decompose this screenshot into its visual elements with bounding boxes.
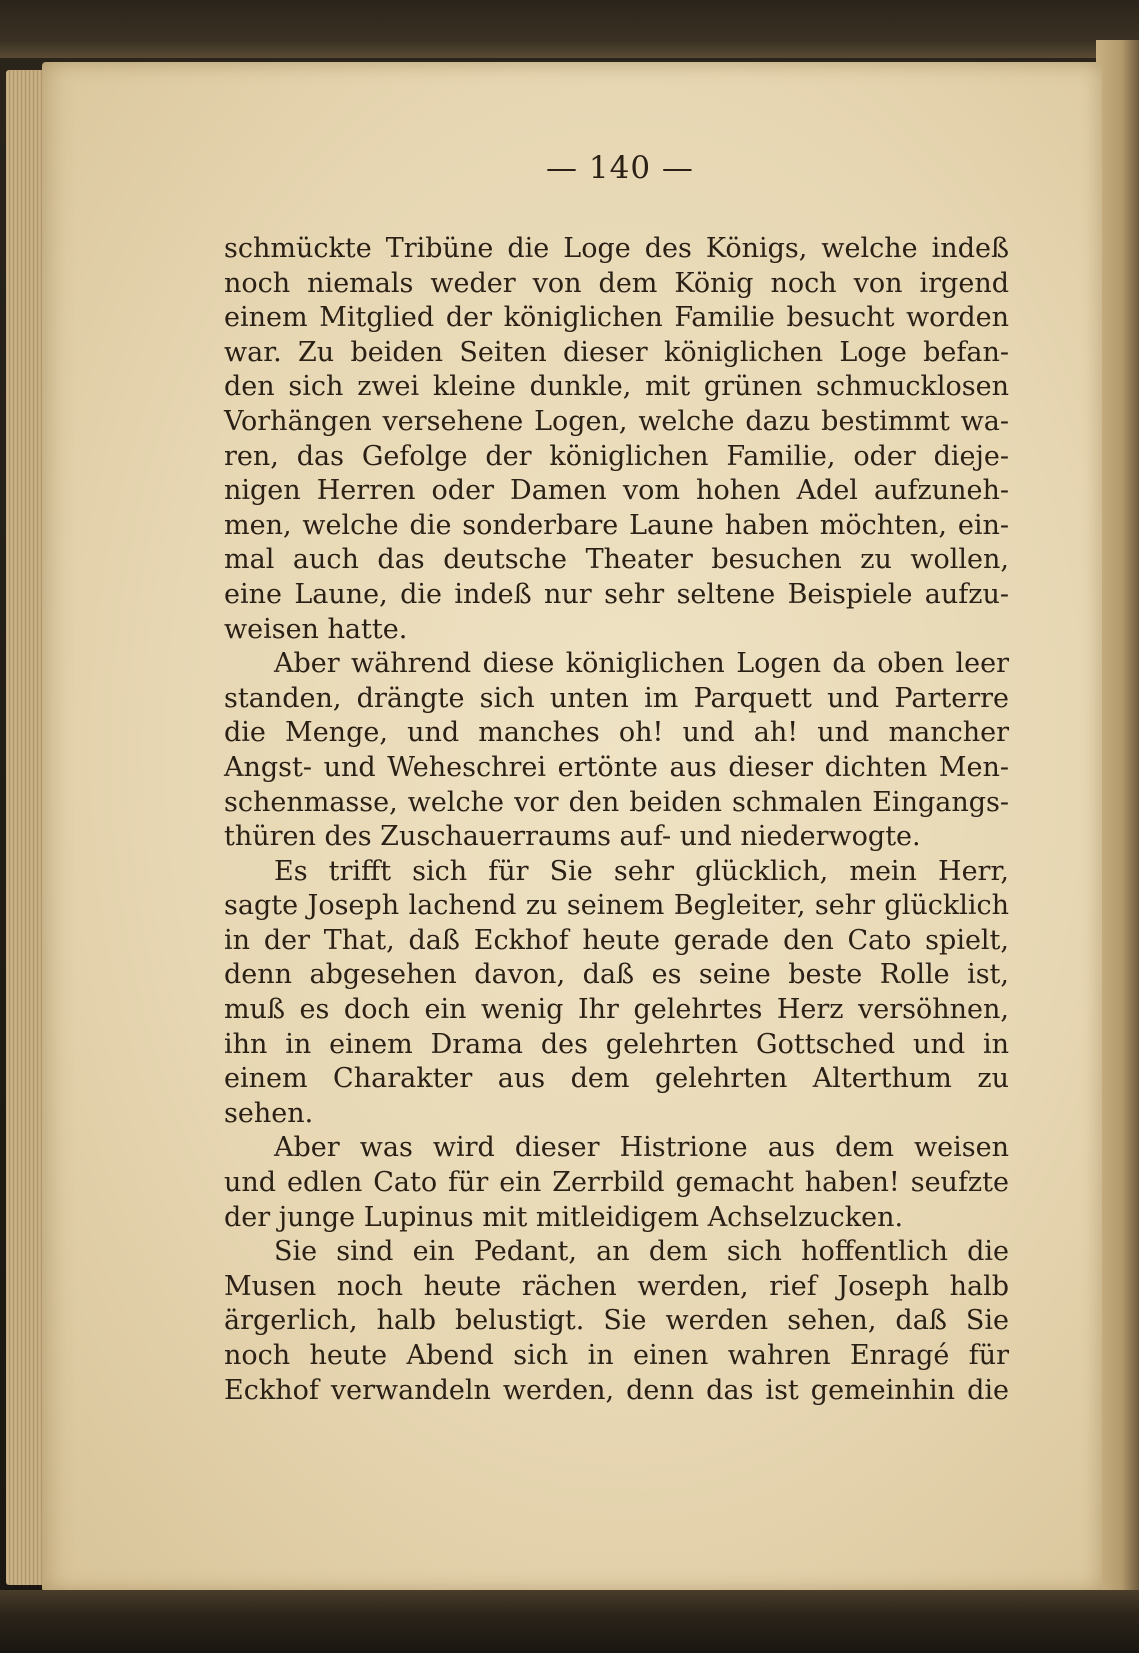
text-line: in der That, daß Eckhof heute gerade den Cato spielt, xyxy=(224,924,1009,956)
text-line: einem Mitglied der königlichen Familie besucht worden xyxy=(224,302,1009,334)
text-line: den sich zwei kleine dunkle, mit grünen schmucklosen xyxy=(224,371,1009,403)
text-line: eine Laune, die indeß nur sehr seltene Beispiele aufzu- xyxy=(224,578,1009,610)
text-line: Musen noch heute rächen werden, rief Joseph halb xyxy=(224,1270,1009,1302)
text-line: und edlen Cato für ein Zerrbild gemacht haben! seufzte xyxy=(224,1167,1009,1199)
text-line: sehen. xyxy=(224,1097,314,1129)
facing-page-edge xyxy=(1096,40,1139,1600)
text-line: Aber während diese königlichen Logen da oben leer xyxy=(274,648,1009,680)
text-line: einem Charakter aus dem gelehrten Alterthum zu xyxy=(224,1063,1009,1095)
text-line: weisen hatte. xyxy=(224,613,408,645)
text-line: Es trifft sich für Sie sehr glücklich, mein Herr, xyxy=(274,855,1009,887)
book-cover-top xyxy=(0,0,1139,58)
text-line: noch niemals weder von dem König noch von irgend xyxy=(224,267,1009,299)
text-line: denn abgesehen davon, daß es seine beste Rolle ist, xyxy=(224,959,1009,991)
text-line: ärgerlich, halb belustigt. Sie werden sehen, daß Sie xyxy=(224,1305,1009,1337)
text-line: der junge Lupinus mit mitleidigem Achselzucken. xyxy=(224,1201,904,1233)
text-line: Vorhängen versehene Logen, welche dazu bestimmt wa- xyxy=(224,405,1009,437)
text-line: standen, drängte sich unten im Parquett und Parterre xyxy=(224,682,1009,714)
text-line: men, welche die sonderbare Laune haben möchten, ein- xyxy=(224,509,1009,541)
text-line: sagte Joseph lachend zu seinem Begleiter, sehr glücklich xyxy=(224,890,1009,922)
text-line: Aber was wird dieser Histrione aus dem weisen xyxy=(274,1132,1009,1164)
text-line: Angst- und Weheschrei ertönte aus dieser dichten Men- xyxy=(224,751,1009,783)
body-text xyxy=(224,232,1009,1408)
text-line: muß es doch ein wenig Ihr gelehrtes Herz versöhnen, xyxy=(224,994,1009,1026)
text-line: schmückte Tribüne die Loge des Königs, welche indeß xyxy=(224,233,1009,264)
text-line: ren, das Gefolge der königlichen Familie, oder dieje- xyxy=(224,440,1009,472)
text-line: war. Zu beiden Seiten dieser königlichen Loge befan- xyxy=(224,336,1009,368)
text-line: Eckhof verwandeln werden, denn das ist gemeinhin die xyxy=(224,1374,1009,1406)
text-line: die Menge, und manches oh! und ah! und mancher xyxy=(224,717,1009,749)
text-line: mal auch das deutsche Theater besuchen zu wollen, xyxy=(224,544,1009,576)
text-line: ihn in einem Drama des gelehrten Gottsched und in xyxy=(224,1028,1009,1060)
book-cover-bottom xyxy=(0,1590,1139,1653)
text-line: schenmasse, welche vor den beiden schmalen Eingangs- xyxy=(224,786,1009,818)
text-line: thüren des Zuschauerraums auf- und niederwogte. xyxy=(224,821,921,853)
page-number: — 140 — xyxy=(546,150,694,186)
text-line: noch heute Abend sich in einen wahren Enragé für xyxy=(224,1340,1009,1371)
text-line: Sie sind ein Pedant, an dem sich hoffentlich die xyxy=(274,1236,1009,1268)
text-line: nigen Herren oder Damen vom hohen Adel aufzuneh- xyxy=(224,475,1009,507)
